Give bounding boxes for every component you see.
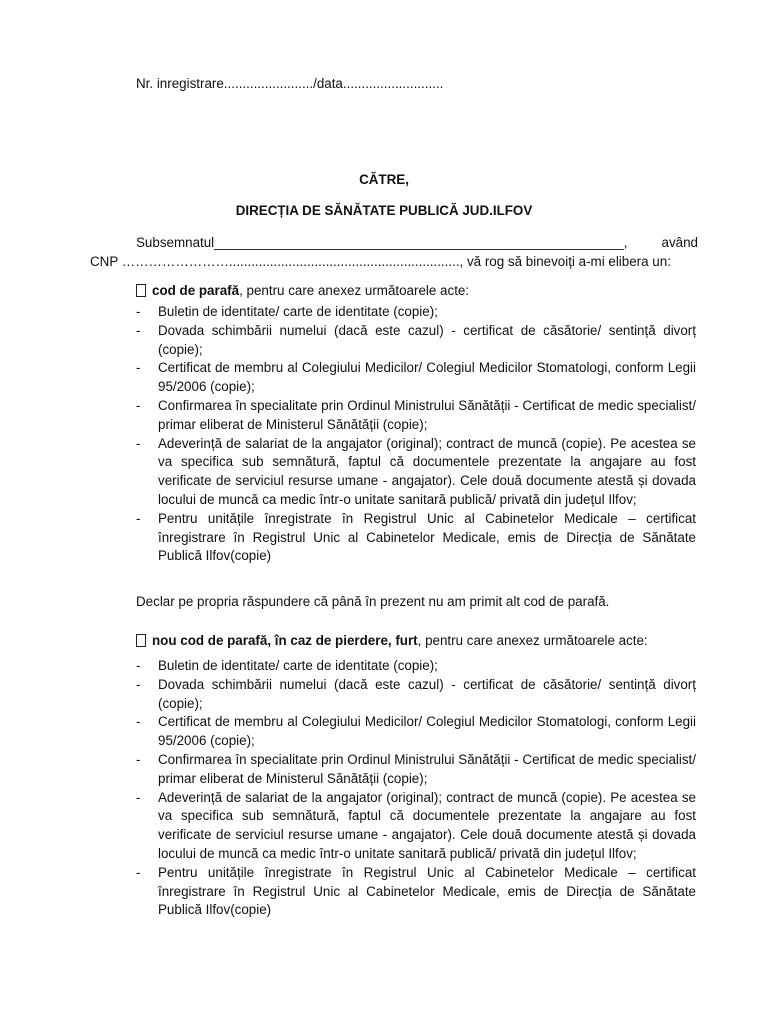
list-item: - Confirmarea în specialitate prin Ordinul Ministrului Sănătății - Certificat de medic specialist/ primar eliberat de Ministerul Sănătății (copie); (136, 397, 696, 432)
section2-title-bold: nou cod de parafă, în caz de pierdere, furt (152, 633, 418, 648)
section2-heading (136, 631, 648, 650)
addressee-label: CĂTRE, (359, 172, 409, 187)
section2-title-rest: , pentru care anexez următoarele acte: (417, 633, 648, 648)
list-dash: - (136, 435, 141, 451)
list-item: - Buletin de identitate/ carte de identitate (copie); (136, 657, 696, 676)
section1-heading (136, 281, 469, 300)
list-dash: - (136, 397, 141, 413)
section2-checkbox[interactable] (136, 634, 146, 647)
section1-title-rest: , pentru care anexez următoarele acte: (239, 283, 470, 298)
list-item: - Confirmarea în specialitate prin Ordinul Ministrului Sănătății - Certificat de medic specialist/ primar eliberat de Ministerul Sănătății (copie); (136, 751, 696, 786)
list-item: - Pentru unitățile înregistrate în Registrul Unic al Cabinetelor Medicale – certificat înregistrare în Registrul Unic al Cabinetelor Medicale, emis de Direcția de Sănătate Publică Ilfov(copie) (136, 864, 696, 918)
list-dash: - (136, 510, 141, 526)
list-item: - Buletin de identitate/ carte de identitate (copie); (136, 303, 696, 322)
list-item: - Certificat de membru al Colegiului Medicilor/ Colegiul Medicilor Stomatologi, conform Legii 95/2006 (copie); (136, 714, 696, 749)
applicant-name-field[interactable]: Subsemnatul_______________________________________________________, (136, 235, 628, 250)
list-item: - Pentru unitățile înregistrate în Registrul Unic al Cabinetelor Medicale – certificat înregistrare în Registrul Unic al Cabinetelor Medicale, emis de Direcția de Sănătate Publică Ilfov(copie) (136, 510, 696, 564)
list-item: - Adeverință de salariat de la angajator (original); contract de muncă (copie). Pe acestea se va specifica sub semnătură, faptul că documentele prezentate la angajare au fost verificate de serviciul resurse umane - angajator). Cele două documente atestă și dovada locului de muncă ca medic într-o unitate sanitară publică/ privată din județul Ilfov; (136, 789, 696, 861)
list-dash: - (136, 676, 141, 692)
list-dash: - (136, 360, 141, 376)
institution-name: DIRECȚIA DE SĂNĂTATE PUBLICĂ JUD.ILFOV (235, 203, 533, 218)
list-dash: - (136, 658, 141, 673)
section1-documents-list (136, 303, 696, 566)
section2-documents-list (136, 657, 696, 920)
list-dash: - (136, 864, 141, 880)
list-item: - Certificat de membru al Colegiului Medicilor/ Colegiul Medicilor Stomatologi, conform Legii 95/2006 (copie); (136, 360, 696, 395)
applicant-having-word: având (661, 235, 698, 250)
section1-checkbox[interactable] (136, 284, 146, 297)
list-dash: - (136, 789, 141, 805)
list-item: - Dovada schimbării numelui (dacă este cazul) - certificat de căsătorie/ sentință divorț (copie); (136, 322, 696, 357)
applicant-name-line (136, 233, 698, 252)
registration-line: Nr. inregistrare......................../data........................... (136, 76, 444, 91)
list-dash: - (136, 322, 141, 338)
list-dash: - (136, 751, 141, 767)
list-dash: - (136, 304, 141, 319)
applicant-cnp-line[interactable]: CNP …………………….............................................................., vă rog să binevoiți a-mi elibera un: (90, 254, 671, 269)
section1-title-bold: cod de parafă (152, 283, 240, 298)
list-dash: - (136, 714, 141, 730)
list-item: - Dovada schimbării numelui (dacă este cazul) - certificat de căsătorie/ sentință divorț (copie); (136, 676, 696, 711)
list-item: - Adeverință de salariat de la angajator (original); contract de muncă (copie). Pe acestea se va specifica sub semnătură, faptul că documentele prezentate la angajare au fost verificate de serviciul resurse umane - angajator). Cele două documente atestă și dovada locului de muncă ca medic într-o unitate sanitară publică/ privată din județul Ilfov; (136, 435, 696, 507)
declaration-statement: Declar pe propria răspundere că până în prezent nu am primit alt cod de parafă. (136, 594, 610, 609)
